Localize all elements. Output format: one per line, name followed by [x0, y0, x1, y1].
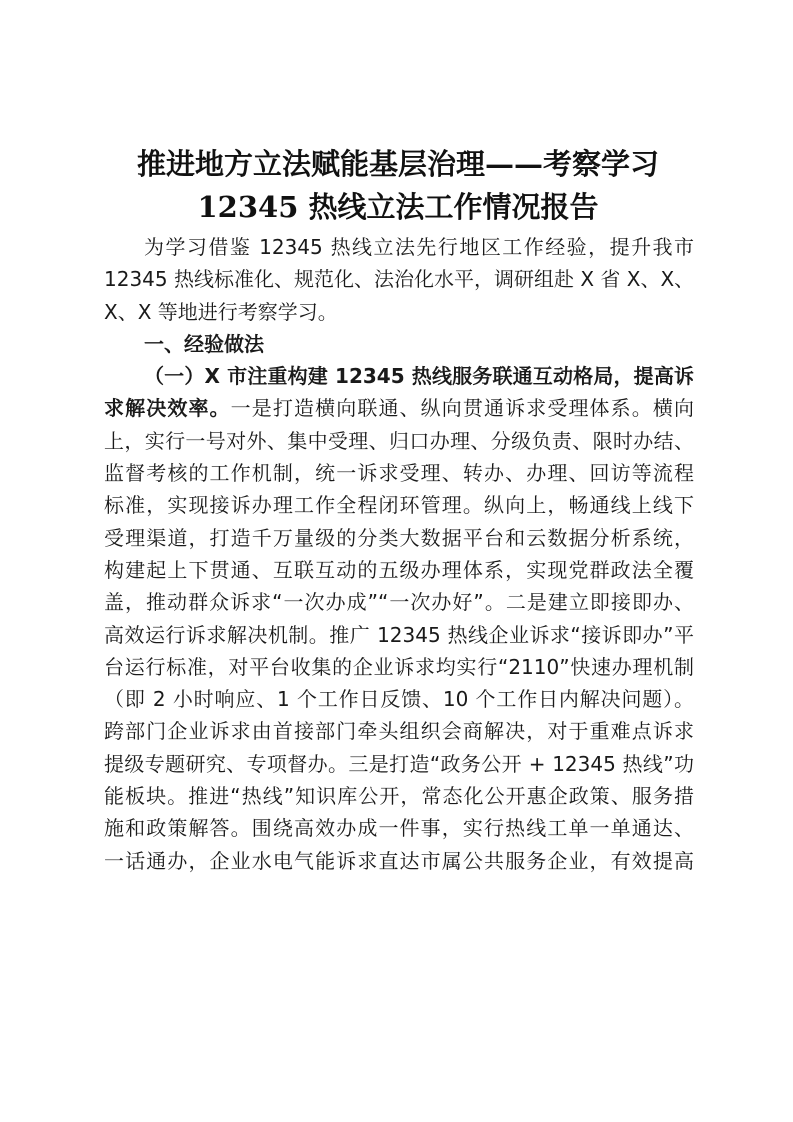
title-line-1: 推进地方立法赋能基层治理——考察学习 [136, 147, 659, 181]
body-line: 跨部门企业诉求由首接部门牵头组织会商解决，对于重难点诉求 [104, 719, 694, 744]
body-line: 一话通办，企业水电气能诉求直达市属公共服务企业，有效提高 [104, 848, 694, 873]
body-line: （即 2 小时响应、1 个工作日反馈、10 个工作日内解决问题）。 [104, 687, 694, 712]
subsection-heading-line-1: （一）X 市注重构建 12345 热线服务联通互动格局，提高诉 [144, 364, 694, 389]
body-line: 高效运行诉求解决机制。推广 12345 热线企业诉求“接诉即办”平 [104, 622, 694, 647]
intro-line-1: 为学习借鉴 12345 热线立法先行地区工作经验，提升我市 [144, 235, 694, 259]
title-line-2: 12345 热线立法工作情况报告 [197, 190, 599, 224]
body-line: 监督考核的工作机制，统一诉求受理、转办、办理、回访等流程 [104, 461, 694, 486]
subsection-heading-line-2 [104, 392, 694, 424]
body-line: 能板块。推进“热线”知识库公开，常态化公开惠企政策、服务措 [104, 784, 694, 809]
document-title [104, 143, 692, 229]
body-line: 提级专题研究、专项督办。三是打造“政务公开 + 12345 热线”功 [104, 751, 694, 776]
body-line: 施和政策解答。围绕高效办成一件事，实行热线工单一单通达、 [104, 816, 694, 841]
body-line-continuation: 一是打造横向联通、纵向贯通诉求受理体系。横向 [230, 396, 695, 421]
section-heading-experience: 一、经验做法 [144, 331, 264, 356]
body-line: 盖，推动群众诉求“一次办成”“一次办好”。二是建立即接即办、 [104, 590, 694, 615]
body-line: 标准，实现接诉办理工作全程闭环管理。纵向上，畅通线上线下 [104, 493, 694, 518]
subsection-heading-tail: 求解决效率。 [104, 396, 231, 421]
intro-line-3: X、X 等地进行考察学习。 [104, 299, 338, 324]
intro-line-2: 12345 热线标准化、规范化、法治化水平，调研组赴 X 省 X、X、 [104, 267, 695, 292]
document-body [104, 231, 694, 877]
body-line: 构建起上下贯通、互联互动的五级办理体系，实现党群政法全覆 [104, 557, 694, 582]
body-line: 上，实行一号对外、集中受理、归口办理、分级负责、限时办结、 [104, 428, 694, 453]
body-line: 台运行标准，对平台收集的企业诉求均实行“2110”快速办理机制 [104, 654, 694, 679]
body-line: 受理渠道，打造千万量级的分类大数据平台和云数据分析系统， [104, 525, 694, 550]
